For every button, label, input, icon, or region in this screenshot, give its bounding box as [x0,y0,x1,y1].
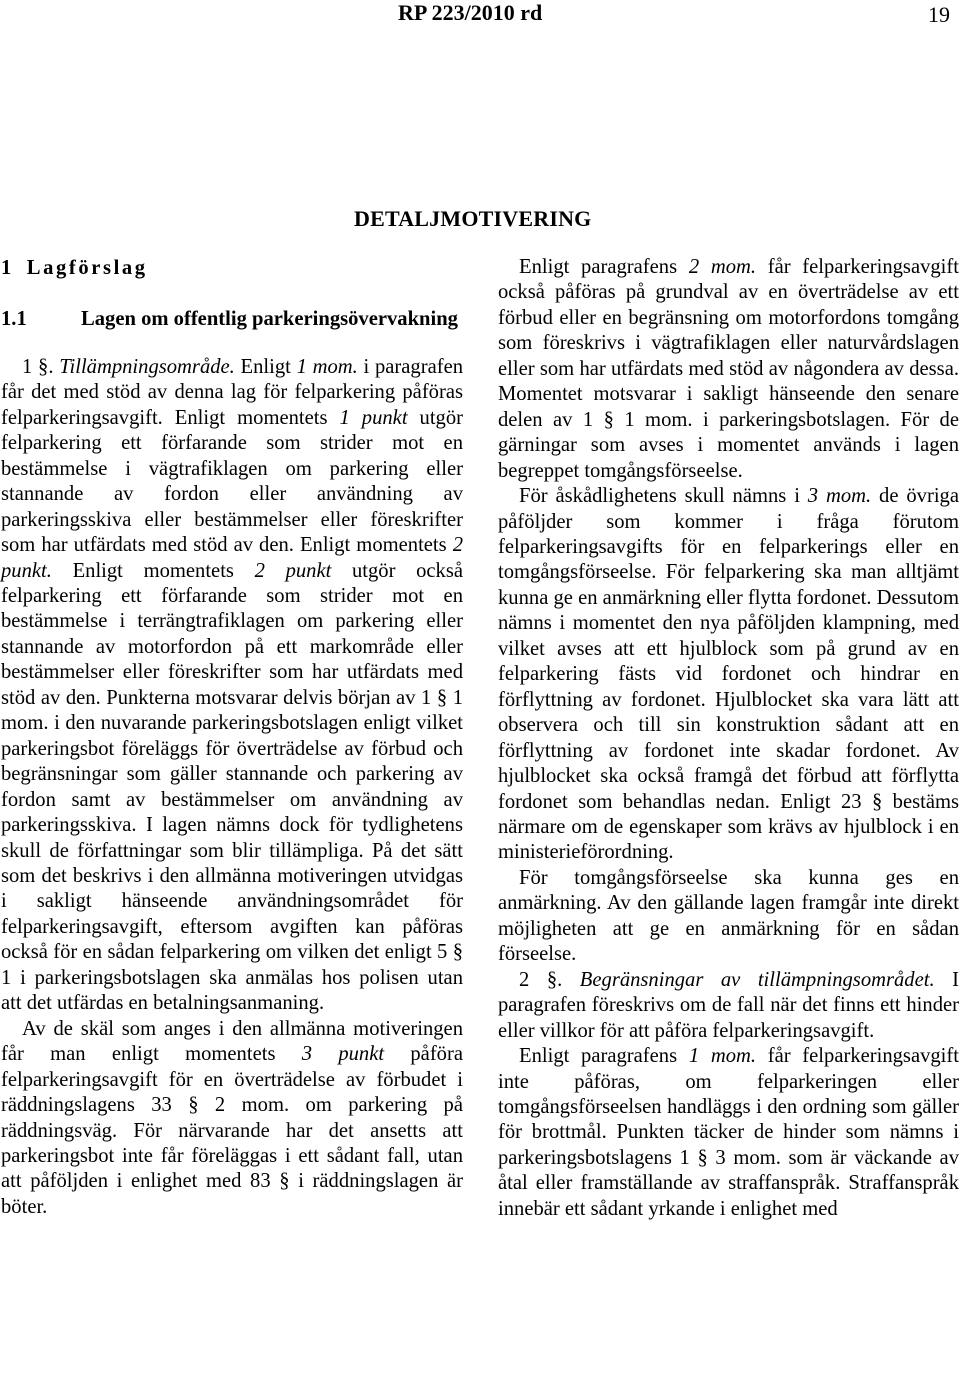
text-run: de övriga påföljder som kommer i fråga förutom felparkeringsavgifts för en felparkerings eller en tomgångsförseelse. För felparkering ska man alltjämt kunna ge en anmärkning eller flytta fordonet. Dessutom nämns i momentet den nya påföljden klampning, med vilket avses att ett hjulblock som på grund av en felparkering fästs vid fordonet och hindrar en förflyttning av fordonet. Hjulblocket ska vara lätt att observera och till sin konstruktion sådant att en förflyttning av fordonet inte skadar fordonet. Av hjulblocket ska också framgå det förbud att förflytta fordonet som behandlas nedan. Enligt 23 [498,485,959,813]
paragraph [498,484,959,866]
text-run: 1 mom. i den nuvarande parkeringsbotslagen enligt vilket parkeringsbot föreläggs för överträdelse av förbud och begränsningar som gäller stannande och parkering av fordon samt av bestämmelser om användning av parkeringsskiva. I lagen nämns dock för tydlighetens skull de författningar som blir tillämpliga. På det sätt som det beskrivs i den allmänna motiveringen utvidgas i sakligt hänseende användningsområdet för felparkeringsavgift, eftersom avgiften kan påföras också för en sådan felparkering om vilken det enligt 5 [1,686,463,964]
paragraph-title: Begränsningar av tillämpningsområdet. [579,968,935,991]
left-column [1,256,463,1220]
text-run: bestäms närmare om de egenskaper som krävs av hjulblock i en ministerieförordning. [498,790,959,864]
paragraph [498,968,959,1044]
text-run: 1 [22,355,39,378]
reference: 1 mom. [296,355,358,378]
section-sign: § [188,1094,199,1117]
paragraph [1,355,463,1017]
text-run: Enligt [234,355,297,378]
text-run: i paragrafen får det med stöd av denna lag för felparkering påföras felparkeringsavgift. Enligt momentets [1,355,464,429]
heading-level-1 [1,256,463,281]
paragraph: För tomgångsförseelse ska kunna ges en anmärkning. Av den gällande lagen framgår inte direkt möjligheten att ge en anmärkning för en sådan förseelse. [498,866,959,966]
section-sign: § [436,686,448,709]
reference: 1 punkt [339,406,408,429]
right-column [498,255,959,1222]
text-run: 2 [519,968,547,991]
paragraph [498,255,959,484]
reference: 3 punkt [301,1043,385,1066]
section-title: DETALJMOTIVERING [354,206,592,231]
document-id: RP 223/2010 rd [398,0,543,25]
text-run: 3 mom. som är väckande av åtal eller framställande av straffanspråk. Straffanspråk innebär ett sådant yrkande i enlighet med [498,1146,959,1220]
reference: 1 mom. [688,1045,757,1068]
reference: 2 mom. [688,256,757,278]
paragraph [1,1017,463,1221]
text-run: 2 mom. om parkering på räddningsväg. För närvarande har det ansetts att parkeringsbot inte får föreläggas i ett sådant fall, utan att påföljden i enlighet med 83 [1,1094,463,1193]
text-run: . [48,355,60,378]
text-run: 1 mom. i parkeringsbotslagen. För de gärningar som avses i momentet används i lagen begreppet tomgångsförseelse. [498,408,959,482]
text-run: . [557,968,580,991]
text-run: Enligt paragrafens [519,1045,689,1068]
section-sign: § [546,968,558,991]
section-sign: § [452,941,463,964]
heading-text: Lagförslag [26,257,148,279]
text-run: I paragrafen föreskrivs om de fall när det finns ett hinder eller villkor för att påföra felparkeringsavgift. [498,968,959,1042]
text-run: Enligt momentets [51,559,255,582]
page-number: 19 [928,2,950,27]
text-run: Av de skäl som anges i den allmänna motiveringen får man enligt momentets [1,1017,463,1066]
section-sign: § [603,408,614,431]
text-run: 1 i parkeringsbotslagen ska anmälas hos polisen utan att det utfärdas en betalningsanmaning. [1,966,463,1015]
text-run: i räddningslagen är böter. [1,1170,463,1218]
heading-number: 1 [1,257,12,279]
heading-level-2 [1,281,463,332]
paragraph [498,1044,959,1222]
reference: 3 mom. [807,485,872,508]
section-sign: § [279,1170,290,1193]
section-sign: § [38,355,49,378]
section-sign: § [697,1146,708,1169]
paragraph-title: Tillämpningsområde. [59,355,235,378]
text-run: För åskådlighetens skull nämns i [519,485,808,508]
reference: 2 punkt [254,559,332,582]
text-run: får felparkeringsavgift inte påföras, om felparkeringen eller tomgångsförseelsen handläggs i den ordning som gäller för brottmål. Punkten täcker de hinder som nämns i parkeringsbotslagens 1 [498,1045,959,1169]
subheading-text: Lagen om offentlig parkeringsövervakning [81,308,458,331]
subheading-number: 1.1 [1,308,27,331]
text-run: utgör felparkering ett förfarande som strider mot en bestämmelse i vägtrafiklagen om parkering eller stannande av fordon eller användning av parkeringsskiva eller bestämmelser eller föreskrifter som har utfärdats med stöd av den. Enligt momentets [1,406,464,557]
section-sign: § [871,790,883,813]
page-header [0,0,960,30]
text-run: får felparkeringsavgift också påföras på grundval av en överträdelse av ett förbud eller en begränsning om motorfordons tomgång som föreskrivs i vägtrafiklagen eller naturvårdslagen eller som har utfärdats med stöd av någondera av dessa. Momentet motsvarar i sakligt hänseende den senare delen av 1 [498,256,959,431]
text-run: utgör också felparkering ett förfarande som strider mot en bestämmelse i terrängtrafiklagen om parkering eller stannande av motorfordon på ett markområde eller bestämmelser eller föreskrifter som har utfärdats med stöd av den. Punkterna motsvarar delvis början av 1 [1,559,464,709]
text-run: Enligt paragrafens [519,256,689,278]
reference: 2 punkt. [1,534,463,582]
text-run: påföra felparkeringsavgift för en överträdelse av förbudet i räddningslagens 33 [1,1043,463,1117]
